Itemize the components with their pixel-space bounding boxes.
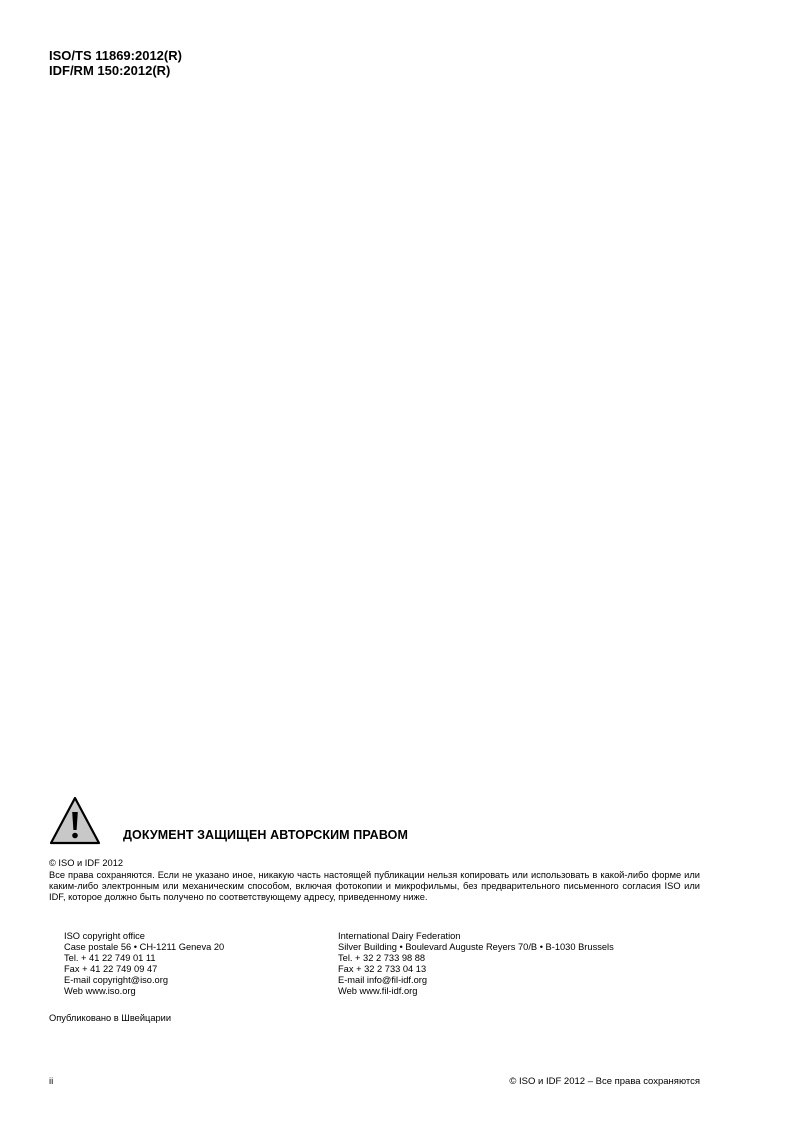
idf-tel: Tel. + 32 2 733 98 88 bbox=[338, 953, 426, 963]
iso-web: Web www.iso.org bbox=[64, 986, 136, 996]
rights-text: Все права сохраняются. Если не указано иное, никакую часть настоящей публикации нельзя копировать или использовать в какой-либо форме или каким-либо электронным или механическим способом, включая фотокопии и микрофильмы, без предварительного письменного согласия ISO или IDF, которое должно быть получено по соответствующему адресу, приведенному ниже. bbox=[49, 870, 700, 902]
idf-address: Silver Building • Boulevard Auguste Reyers 70/B • B-1030 Brussels bbox=[338, 942, 614, 952]
copyright-line: © ISO и IDF 2012 bbox=[49, 858, 124, 868]
iso-fax: Fax + 41 22 749 09 47 bbox=[64, 964, 158, 974]
warning-triangle-icon bbox=[49, 796, 101, 846]
iso-tel: Tel. + 41 22 749 01 11 bbox=[64, 953, 156, 963]
iso-office-name: ISO copyright office bbox=[64, 931, 145, 941]
idf-office-name: International Dairy Federation bbox=[338, 931, 461, 941]
footer-copyright: © ISO и IDF 2012 – Все права сохраняются bbox=[509, 1076, 700, 1087]
warning-title: ДОКУМЕНТ ЗАЩИЩЕН АВТОРСКИМ ПРАВОМ bbox=[123, 828, 408, 842]
standard-number-iso: ISO/TS 11869:2012(R) bbox=[49, 48, 182, 63]
copyright-warning bbox=[49, 796, 701, 848]
idf-web: Web www.fil-idf.org bbox=[338, 986, 418, 996]
iso-address: Case postale 56 • CH-1211 Geneva 20 bbox=[64, 942, 225, 952]
idf-email: E-mail info@fil-idf.org bbox=[338, 975, 428, 985]
iso-contact bbox=[64, 931, 224, 997]
published-in: Опубликовано в Швейцарии bbox=[49, 1013, 172, 1023]
idf-fax: Fax + 32 2 733 04 13 bbox=[338, 964, 427, 974]
standard-number-idf: IDF/RM 150:2012(R) bbox=[49, 63, 171, 78]
page-number: ii bbox=[49, 1076, 54, 1087]
iso-email: E-mail copyright@iso.org bbox=[64, 975, 168, 985]
document-header bbox=[49, 48, 182, 78]
idf-contact bbox=[338, 931, 614, 997]
